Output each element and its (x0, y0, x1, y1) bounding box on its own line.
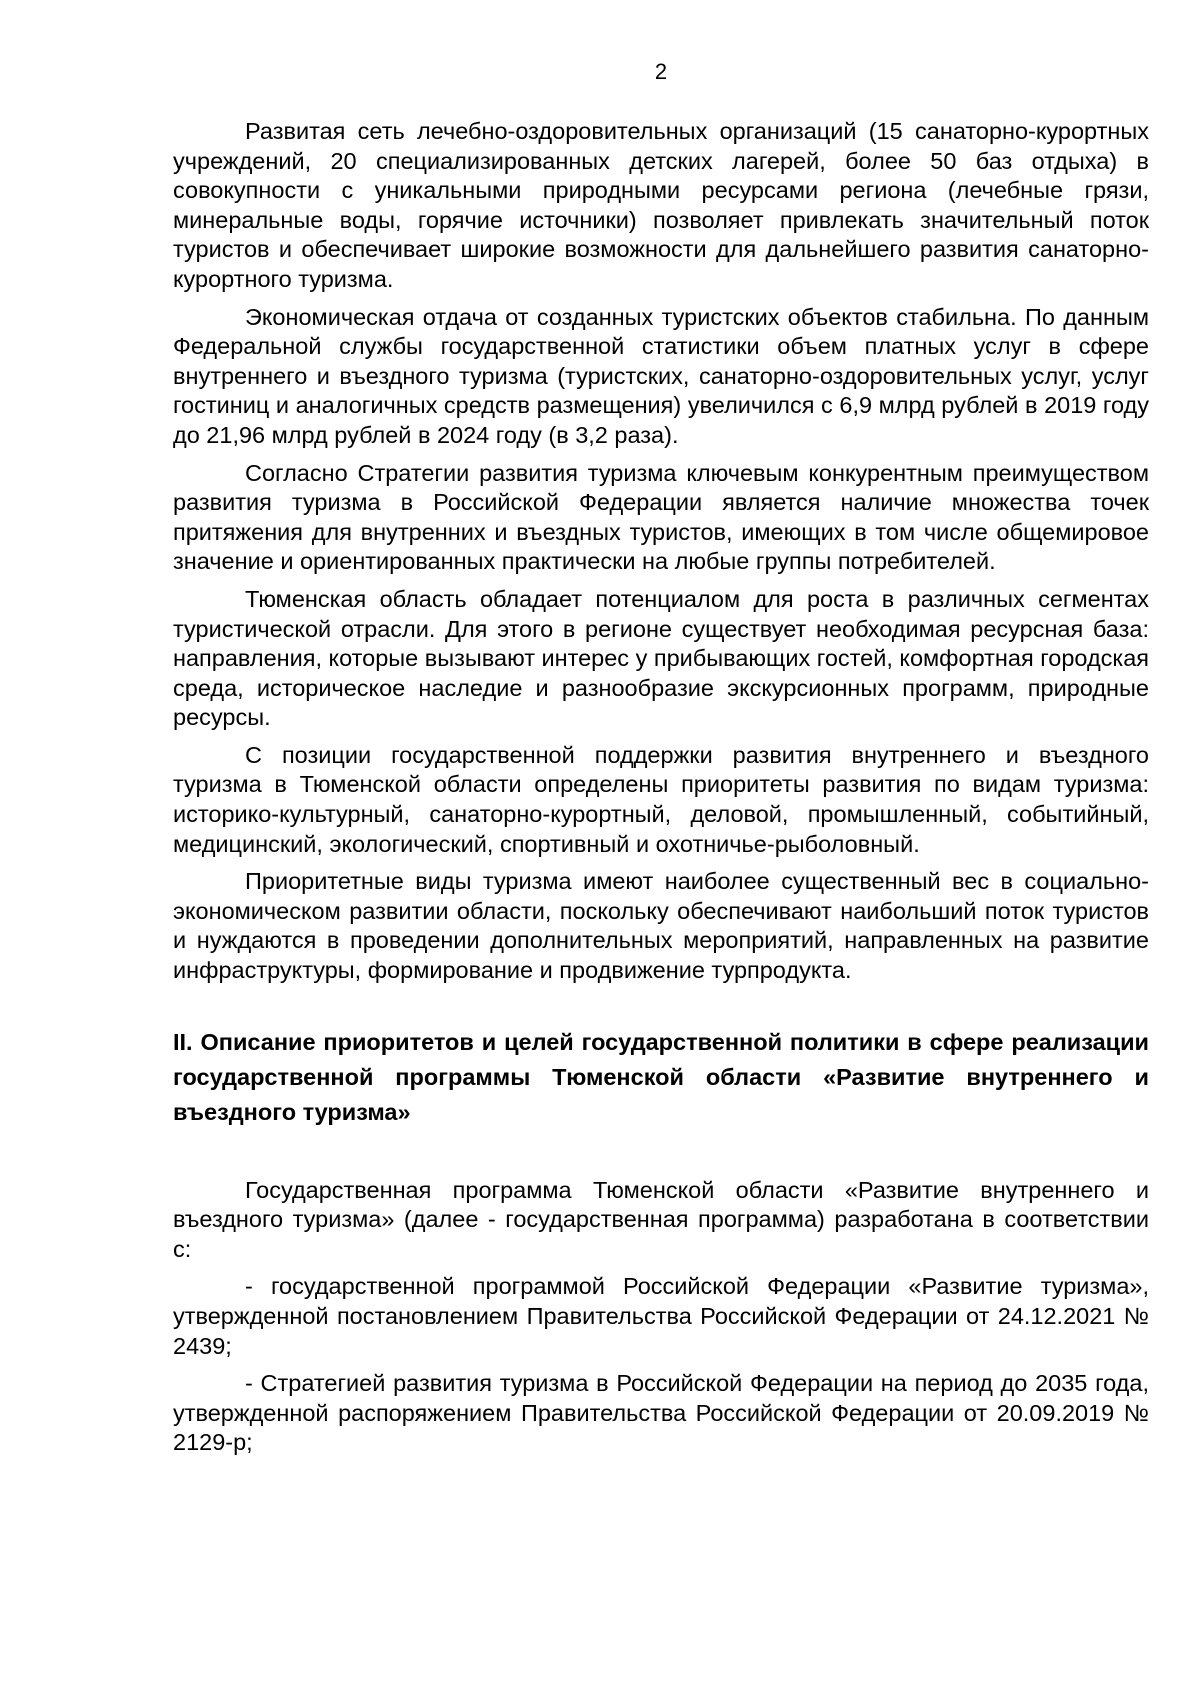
paragraph-priority-types: С позиции государственной поддержки развития внутреннего и въездного туризма в Тюменской области определены приоритеты развития по видам туризма: историко-культурный, санаторно-курортный, деловой, промышленный, событийный, медицинский, экологический, спортивный и охотничье-рыболовный. (173, 741, 1149, 857)
section-heading: II. Описание приоритетов и целей государственной политики в сфере реализации государственной программы Тюменской области «Развитие внутреннего и въездного туризма» (173, 1028, 1149, 1125)
list-item-tourism-strategy: - Стратегией развития туризма в Российской Федерации на период до 2035 года, утвержденной распоряжением Правительства Российской Федерации от 20.09.2019 № 2129-р; (173, 1370, 1149, 1456)
page-number: 2 (654, 59, 668, 84)
document-body (173, 117, 1149, 1466)
paragraph-sanatorium-network: Развитая сеть лечебно-оздоровительных организаций (15 санаторно-курортных учреждений, 20 специализированных детских лагерей, более 50 баз отдыха) в совокупности с уникальными природными ресурсами региона (лечебные грязи, минеральные воды, горячие источники) позволяет привлекать значительный поток туристов и обеспечивает широкие возможности для дальнейшего развития санаторно-курортного туризма. (173, 118, 1149, 292)
paragraph-tourism-strategy: Согласно Стратегии развития туризма ключевым конкурентным преимуществом развития туризма в Российской Федерации является наличие множества точек притяжения для внутренних и въездных туристов, имеющих в том числе общемировое значение и ориентированных практически на любые группы потребителей. (173, 459, 1149, 575)
paragraph-priority-weight: Приоритетные виды туризма имеют наиболее существенный вес в социально-экономическом развитии области, поскольку обеспечивают наибольший поток туристов и нуждаются в проведении дополнительных мероприятий, направленных на развитие инфраструктуры, формирование и продвижение турпродукта. (173, 868, 1149, 984)
paragraph-region-potential: Тюменская область обладает потенциалом для роста в различных сегментах туристической отрасли. Для этого в регионе существует необходимая ресурсная база: направления, которые вызывают интерес у прибывающих гостей, комфортная городская среда, историческое наследие и разнообразие экскурсионных программ, природные ресурсы. (173, 585, 1150, 731)
paragraph-economic-return: Экономическая отдача от созданных туристских объектов стабильна. По данным Федеральной службы государственной статистики объем платных услуг в сфере внутреннего и въездного туризма (туристских, санаторно-оздоровительных услуг, услуг гостиниц и аналогичных средств размещения) увеличился с 6,9 млрд рублей в 2019 году до 21,96 млрд рублей в 2024 году (в 3,2 раза). (173, 303, 1149, 448)
list-item-federal-program: - государственной программой Российской Федерации «Развитие туризма», утвержденной постановлением Правительства Российской Федерации от 24.12.2021 № 2439; (173, 1273, 1149, 1359)
paragraph-program-basis: Государственная программа Тюменской области «Развитие внутреннего и въездного туризма» (далее - государственная программа) разработана в соответствии с: (173, 1176, 1149, 1262)
